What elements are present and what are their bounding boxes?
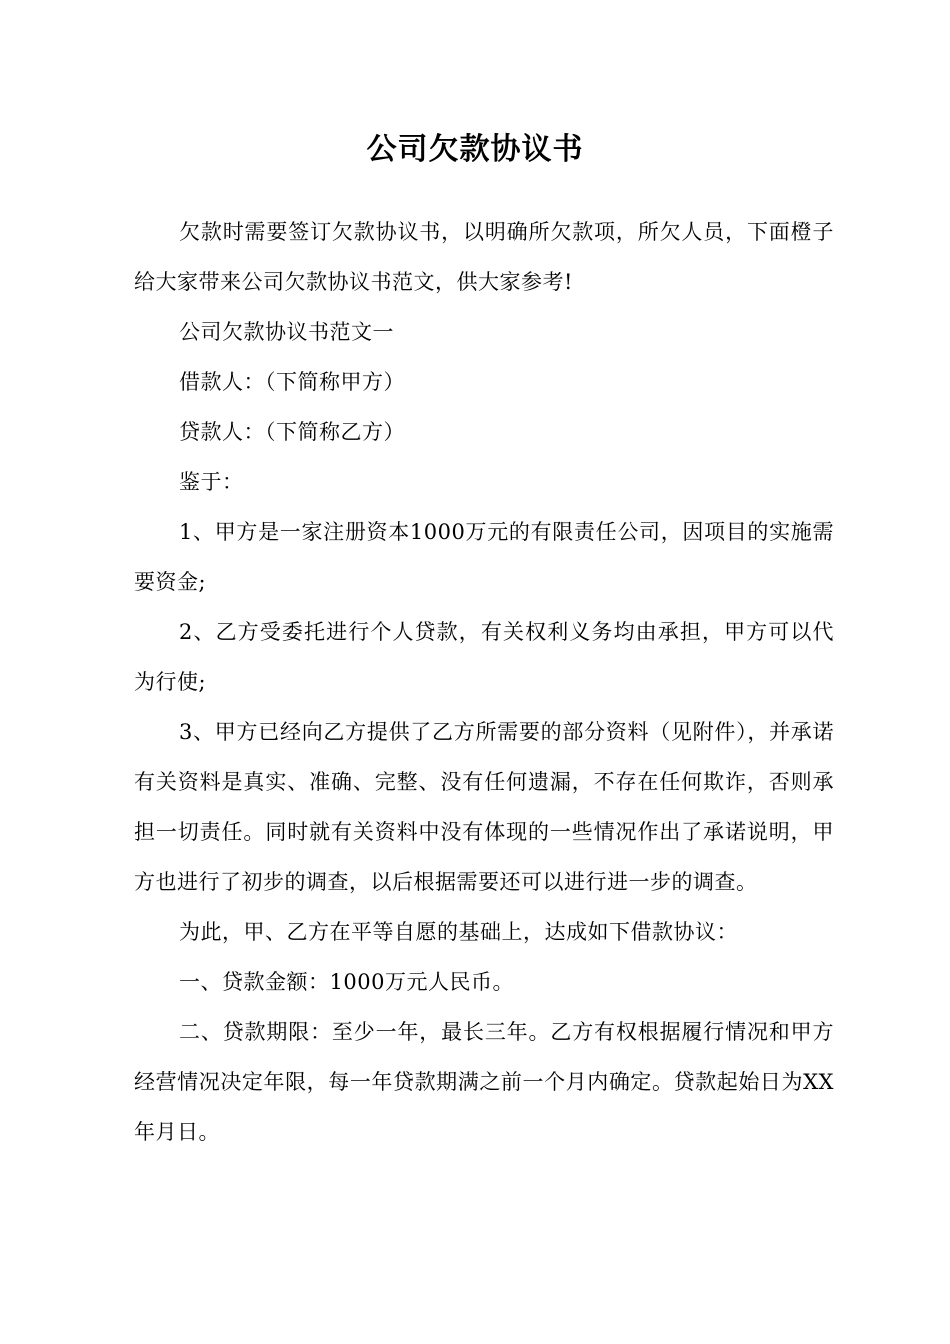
document-title: 公司欠款协议书 <box>366 132 584 167</box>
loan-amount-clause: 一、贷款金额：1000万元人民币。 <box>179 970 514 994</box>
loan-term-clause: 二、贷款期限：至少一年，最长三年。乙方有权根据履行情况和甲方经营情况决定年限，每一年贷款期满之前一个月内确定。贷款起始日为XX年月日。 <box>134 1020 834 1144</box>
borrower-line: 借款人：（下简称甲方） <box>179 370 405 394</box>
clause-3: 3、甲方已经向乙方提供了乙方所需要的部分资料（见附件），并承诺有关资料是真实、准确、完整、没有任何遗漏，不存在任何欺诈，否则承担一切责任。同时就有关资料中没有体现的一些情况作出了承诺说明，甲方也进行了初步的调查，以后根据需要还可以进行进一步的调查。 <box>134 720 834 894</box>
lender-line: 贷款人：（下简称乙方） <box>179 420 405 444</box>
whereas-line: 鉴于： <box>179 470 244 494</box>
intro-paragraph: 欠款时需要签订欠款协议书，以明确所欠款项，所欠人员，下面橙子给大家带来公司欠款协议书范文，供大家参考! <box>134 220 834 294</box>
clause-1: 1、甲方是一家注册资本1000万元的有限责任公司，因项目的实施需要资金; <box>134 520 834 594</box>
document-body <box>134 207 834 1157</box>
clause-2: 2、乙方受委托进行个人贷款，有关权利义务均由承担，甲方可以代为行使; <box>134 620 834 694</box>
sample-heading: 公司欠款协议书范文一 <box>179 320 394 344</box>
agreement-intro: 为此，甲、乙方在平等自愿的基础上，达成如下借款协议： <box>179 920 738 944</box>
